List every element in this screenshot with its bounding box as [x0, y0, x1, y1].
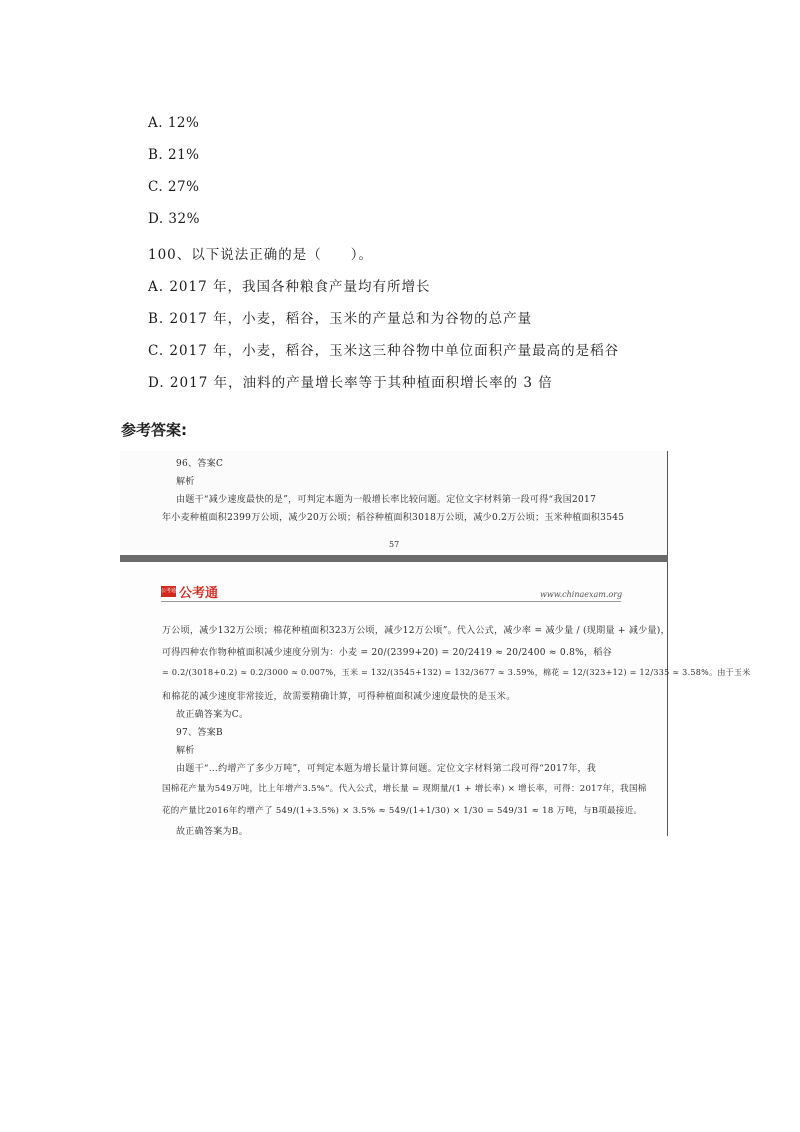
scan-line: 由题干“…约增产了多少万吨”，可判定本题为增长量计算问题。定位文字材料第二段可得“2017年，我 [176, 764, 597, 774]
question-option-a: A. 2017 年，我国各种粮食产量均有所增长 [148, 279, 431, 295]
scan-line: 可得四种农作物种植面积减少速度分别为：小麦 = 20/(2399+20) = 20/2419 ≈ 20/2400 ≈ 0.8%，稻谷 [162, 648, 612, 658]
question-option-c: C. 2017 年，小麦，稻谷，玉米这三种谷物中单位面积产量最高的是稻谷 [148, 343, 620, 359]
option-d: D. 32% [148, 211, 200, 227]
brand-logo-text: 公考通 [179, 586, 219, 601]
option-c: C. 27% [148, 179, 200, 195]
scan-line: 故正确答案为C。 [176, 710, 249, 720]
scan-line: 96、答案C [176, 459, 224, 469]
scan-line: 解析 [176, 746, 195, 756]
option-a: A. 12% [148, 115, 200, 131]
site-url: www.chinaexam.org [540, 590, 623, 599]
question-option-d: D. 2017 年，油料的产量增长率等于其种植面积增长率的 3 倍 [148, 375, 553, 391]
scan-line: 解析 [176, 477, 195, 487]
scan-line: 故正确答案为B。 [176, 827, 249, 837]
header-rule [161, 601, 621, 602]
option-b: B. 21% [148, 147, 200, 163]
scan-line: 年小麦种植面积2399万公顷，减少20万公顷；稻谷种植面积3018万公顷，减少0.2万公顷；玉米种植面积3545 [162, 513, 625, 523]
scan-edge-bottom [667, 562, 668, 836]
scan-line: 万公顷，减少132万公顷；棉花种植面积323万公顷，减少12万公顷”。代入公式，减少率 = 减少量 / (现期量 + 减少量)， [162, 626, 670, 636]
scan-edge-top [667, 451, 668, 555]
scan-line: 和棉花的减少速度非常接近，故需要精确计算，可得种植面积减少速度最快的是玉米。 [162, 692, 516, 702]
question-stem: 100、以下说法正确的是（ ）。 [148, 247, 374, 263]
scan-line: = 0.2/(3018+0.2) ≈ 0.2/3000 ≈ 0.007%，玉米 = 132/(3545+132) = 132/3677 ≈ 3.59%，棉花 = 12/(323+12) = 12/335 ≈ 3.58%。由于玉米 [162, 668, 751, 677]
scan-line: 国棉花产量为549万吨，比上年增产3.5%”。代入公式，增长量 = 现期量/(1 + 增长率) × 增长率，可得：2017年，我国棉 [162, 784, 647, 794]
question-option-b: B. 2017 年，小麦，稻谷，玉米的产量总和为谷物的总产量 [148, 311, 533, 327]
scan-line: 由题干“减少速度最快的是”，可判定本题为一般增长率比较问题。定位文字材料第一段可得“我国2017 [176, 495, 597, 505]
scan-line: 花的产量比2016年约增产了 549/(1+3.5%) × 3.5% ≈ 549/(1+1/30) × 1/30 = 549/31 ≈ 18 万吨，与B项最接近。 [162, 806, 643, 816]
brand-logo-icon: 公考通 [161, 586, 176, 597]
answer-heading: 参考答案: [121, 421, 187, 439]
scan-line: 97、答案B [176, 728, 223, 738]
page-number: 57 [389, 540, 400, 549]
